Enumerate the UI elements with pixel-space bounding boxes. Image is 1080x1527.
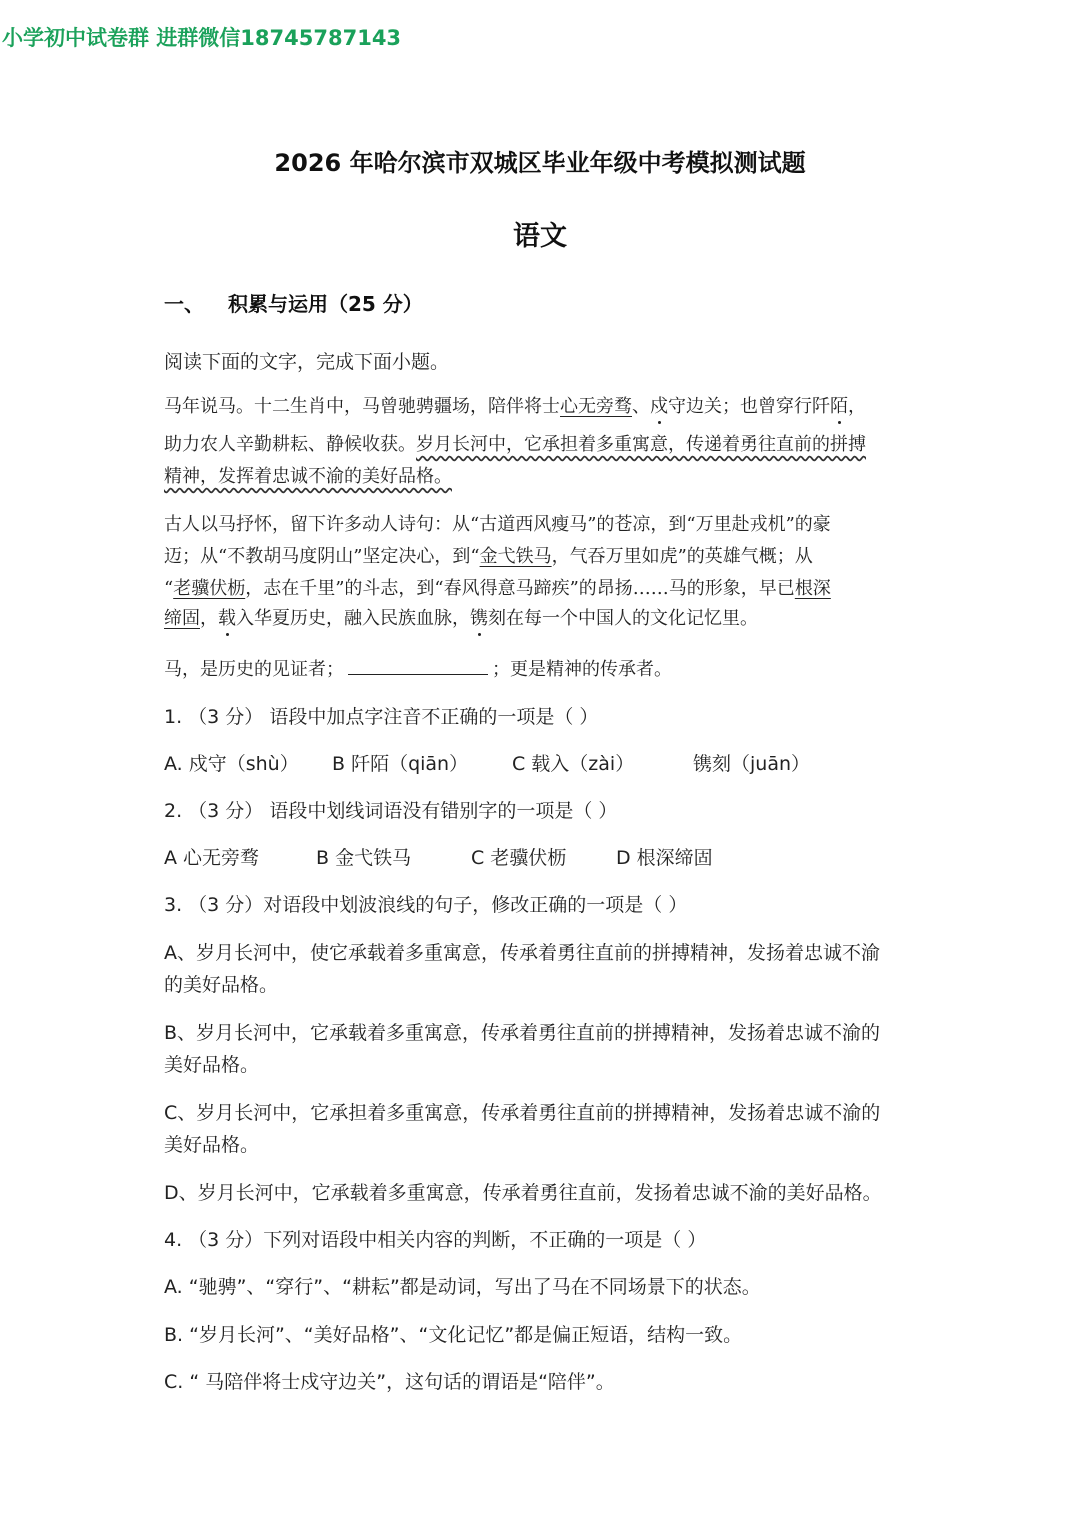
question-3-option-c-line1[interactable]: C、岁月长河中，它承担着多重寓意，传承着勇往直前的拼搏精神，发扬着忠诚不渝的 [164,1102,881,1124]
text-span: ；更是精神的传承者。 [492,659,672,680]
option-a[interactable]: A. 戍守（shù） [164,753,299,775]
option-d[interactable]: 镌刻（juān） [693,753,811,775]
question-3-option-c-line2[interactable]: 美好品格。 [164,1134,260,1156]
question-3-option-d[interactable]: D、岁月长河中，它承载着多重寓意，传承着勇往直前，发扬着忠诚不渝的美好品格。 [164,1182,882,1204]
section-heading [164,288,423,317]
dotted-char: 陌 [830,396,848,417]
question-4-option-a[interactable]: A. “驰骋”、“穿行”、“耕耘”都是动词，写出了马在不同场景下的状态。 [164,1276,761,1298]
dotted-char: 镌 [470,608,488,629]
passage-p2-line1: 古人以马抒怀，留下许多动人诗句：从“古道西风瘦马”的苍凉，到“万里赴戎机”的豪 [164,514,831,535]
question-4-option-b[interactable]: B. “岁月长河”、“美好品格”、“文化记忆”都是偏正短语，结构一致。 [164,1324,743,1346]
question-2-stem: 2. （3 分） 语段中划线词语没有错别字的一项是（ ） [164,800,618,822]
question-3-option-a-line2[interactable]: 的美好品格。 [164,974,279,996]
wavy-underlined-sentence: 岁月长河中，它承担着多重寓意，传递着勇往直前的拼搏 [416,434,866,455]
underlined-word: 心无旁骛 [560,396,632,417]
text-span: 入华夏历史，融入民族血脉， [236,608,470,629]
text-span: 、 [632,396,650,417]
text-span: ， [848,396,866,417]
section-label: 积累与运用（25 分） [228,292,423,316]
option-b[interactable]: B 阡陌（qiān） [332,753,469,775]
text-span: ，志在千里”的斗志，到“春风得意马蹄疾”的昂扬……马的形象，早已 [245,578,795,599]
fill-in-blank[interactable] [348,656,488,675]
text-span: 马，是历史的见证者； [164,659,344,680]
passage-p2-line4 [164,604,758,630]
underlined-word: 金弋铁马 [479,546,552,567]
underlined-word: 老骥伏枥 [173,578,246,599]
dotted-char: 戍 [650,396,668,417]
wavy-underlined-sentence: 精神，发挥着忠诚不渝的美好品格。 [164,466,452,487]
text-span: 马年说马。十二生肖中，马曾驰骋疆场，陪伴将士 [164,396,560,417]
question-4-stem: 4. （3 分）下列对语段中相关内容的判断，不正确的一项是（ ） [164,1229,707,1251]
question-3-option-a-line1[interactable]: A、岁月长河中，使它承载着多重寓意，传承着勇往直前的拼搏精神，发扬着忠诚不渝 [164,942,880,964]
question-3-option-b-line1[interactable]: B、岁月长河中，它承载着多重寓意，传承着勇往直前的拼搏精神，发扬着忠诚不渝的 [164,1022,881,1044]
text-span: 助力农人辛勤耕耘、静候收获。 [164,434,416,455]
passage-p1-line1 [164,392,866,418]
underlined-word: 根深 [794,578,831,599]
text-span: 迈；从“不教胡马度阴山”坚定决心，到“ [164,546,480,567]
subject-title: 语文 [513,221,567,252]
option-b[interactable]: B 金弋铁马 [316,847,412,869]
passage-p1-line2 [164,430,866,456]
text-span: 刻在每一个中国人的文化记忆里。 [488,608,758,629]
passage-p2-line2 [164,542,813,568]
dotted-char: 载 [218,608,236,629]
option-c[interactable]: C 老骥伏枥 [471,847,567,869]
question-2-options [164,843,713,870]
exam-title: 2026 年哈尔滨市双城区毕业年级中考模拟测试题 [274,149,806,177]
question-3-stem: 3. （3 分）对语段中划波浪线的句子，修改正确的一项是（ ） [164,894,688,916]
text-span: 守边关；也曾穿行阡 [668,396,830,417]
text-span: ，气吞万里如虎”的英雄气概；从 [551,546,813,567]
text-span: “ [164,578,174,599]
watermark-text: 小学初中试卷群 进群微信18745787143 [2,26,402,50]
question-1-stem: 1. （3 分） 语段中加点字注音不正确的一项是（ ） [164,706,599,728]
section-number: 一、 [164,292,204,316]
option-c[interactable]: C 载入（zài） [512,753,635,775]
question-4-option-c[interactable]: C. “ 马陪伴将士戍守边关”，这句话的谓语是“陪伴”。 [164,1371,615,1393]
passage-p2-line3 [164,574,831,600]
passage-p3 [164,655,672,681]
question-3-option-b-line2[interactable]: 美好品格。 [164,1054,260,1076]
option-d[interactable]: D 根深缔固 [616,847,713,869]
instruction-text: 阅读下面的文字，完成下面小题。 [164,351,450,373]
underlined-word: 缔固 [164,608,200,629]
passage-p1-line3 [164,462,452,488]
text-span: ， [200,608,218,629]
question-1-options [164,749,810,776]
option-a[interactable]: A 心无旁骛 [164,847,260,869]
